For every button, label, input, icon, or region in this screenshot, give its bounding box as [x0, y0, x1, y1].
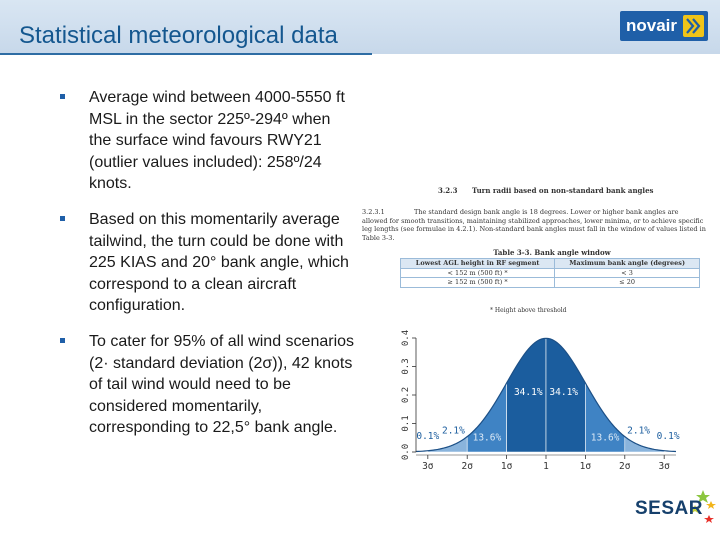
band-percent-label: 13.6%: [472, 432, 502, 444]
table-row: [401, 268, 700, 278]
bullet-item: [60, 331, 355, 439]
y-tick-label: 0.2: [401, 386, 411, 404]
x-tick-label: 1: [543, 461, 549, 472]
x-tick-label: 3σ: [422, 461, 434, 472]
document-excerpt: [362, 186, 708, 316]
bullet-marker-icon: [60, 216, 65, 221]
table-cell: < 152 m (500 ft) *: [401, 268, 555, 278]
table-header-cell: Maximum bank angle (degrees): [555, 259, 700, 269]
x-tick-label: 3σ: [658, 461, 670, 472]
band-percent-label: 34.1%: [549, 387, 579, 398]
table-header-cell: Lowest AGL height in RF segment: [401, 259, 555, 269]
table-cell: ≥ 152 m (500 ft) *: [401, 278, 555, 288]
bullet-text: To cater for 95% of all wind scenarios (2· standard deviation (2σ)), 42 knots of tail wind would need to be considered momentarily, corresponding to 22,5° bank angle.: [89, 332, 355, 437]
section-number: 3.2.3: [438, 186, 458, 195]
tail-percent-label: 0.1%: [656, 431, 680, 443]
band-percent-label: 13.6%: [590, 432, 620, 444]
section-title: Turn radii based on non-standard bank angles: [472, 186, 654, 195]
table-header-row: [401, 259, 700, 269]
table-caption: Table 3-3. Bank angle window: [493, 248, 611, 257]
table-row: [401, 278, 700, 288]
bullet-text: Average wind between 4000-5550 ft MSL in the sector 225º-294º when the surface wind favours RWY21 (outlier values included): 258º/24 knots.: [89, 89, 345, 193]
sesar-logo-text: SESAR: [635, 498, 703, 519]
paragraph-text: The standard design bank angle is 18 degrees. Lower or higher bank angles are allowed for smooth transitions, maintaining stabilized approaches, lower minima, or to achieve specific leg lengths (see formulae in 4.2.1). Non-standard bank angles must fall in the window of values listed in Table 3-3.: [362, 208, 706, 242]
x-tick-label: 2σ: [619, 461, 631, 472]
normal-distribution-chart: [384, 330, 684, 475]
bullet-item: [60, 87, 355, 195]
y-tick-label: 0.1: [401, 415, 411, 432]
bullet-marker-icon: [60, 338, 65, 343]
slide-title: Statistical meteorological data: [19, 22, 338, 49]
x-tick-label: 1σ: [579, 461, 592, 472]
bank-angle-table: [400, 258, 700, 288]
table-note: * Height above threshold: [490, 307, 567, 314]
y-tick-label: 0.0: [401, 443, 411, 461]
novair-logo-text: novair: [626, 16, 678, 35]
bullet-item: [60, 209, 355, 317]
novair-logo: [620, 11, 708, 41]
y-tick-label: 0.3: [401, 358, 411, 375]
title-underline: [0, 53, 372, 55]
bullet-marker-icon: [60, 94, 65, 99]
sesar-logo: [625, 487, 717, 533]
x-tick-label: 2σ: [461, 461, 473, 472]
tail-percent-label: 0.1%: [416, 431, 440, 443]
band-percent-label: 2.1%: [627, 425, 651, 437]
bullet-list: [60, 87, 355, 453]
x-tick-label: 1σ: [500, 461, 513, 472]
novair-logo-mark-icon: [683, 15, 704, 37]
paragraph-number: 3.2.3.1: [362, 208, 385, 216]
y-tick-label: 0.4: [401, 330, 411, 347]
table-cell: < 3: [555, 268, 700, 278]
band-percent-label: 34.1%: [513, 387, 543, 398]
band-percent-label: 2.1%: [441, 425, 465, 437]
slide-header: [0, 0, 720, 54]
table-cell: ≤ 20: [555, 278, 700, 288]
bullet-text: Based on this momentarily average tailwind, the turn could be done with 225 KIAS and 20° bank angle, which correspond to a clean aircraft configuration.: [89, 210, 349, 315]
